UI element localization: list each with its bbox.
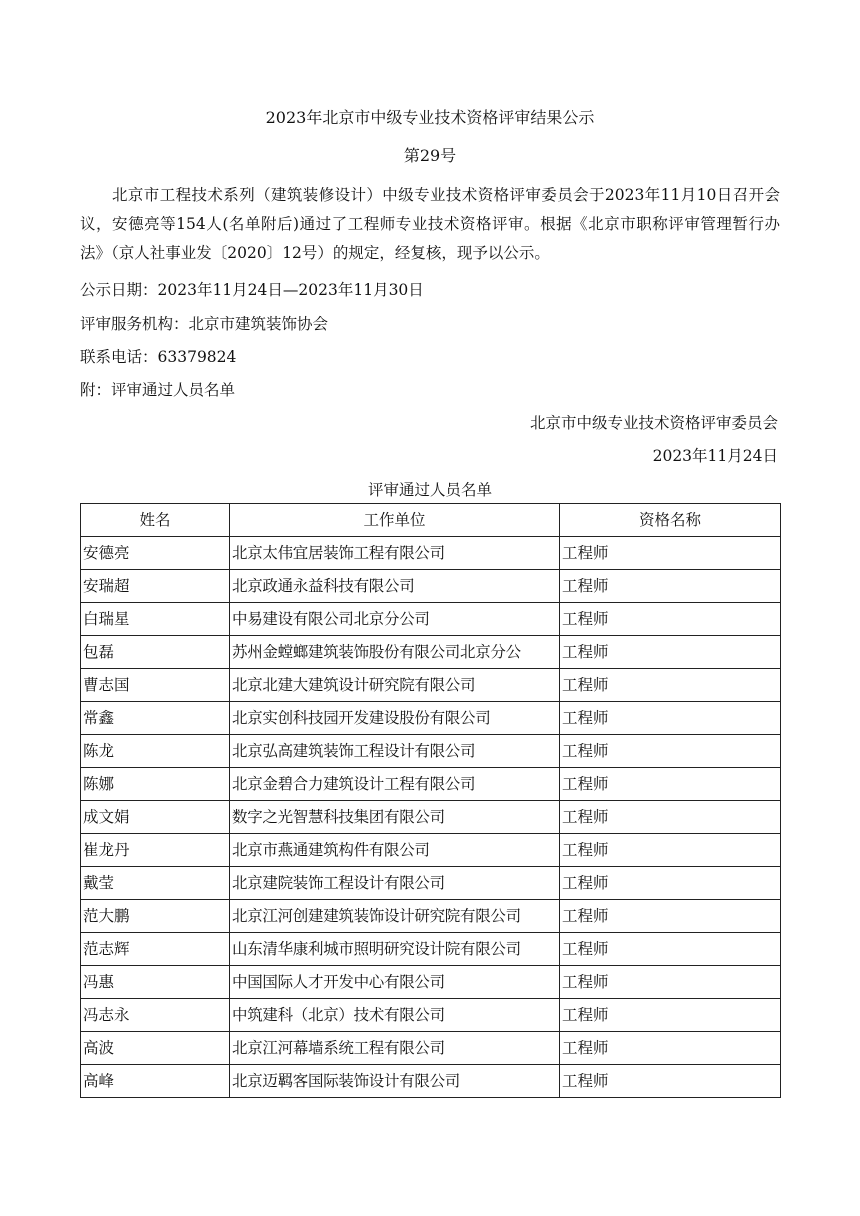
cell-employer: 苏州金螳螂建筑装饰股份有限公司北京分公 [230,636,560,669]
cell-employer: 北京江河创建建筑装饰设计研究院有限公司 [230,900,560,933]
table-row [81,999,781,1032]
table-row [81,933,781,966]
cell-qualification: 工程师 [560,570,781,603]
header-employer: 工作单位 [230,504,560,537]
table-caption: 评审通过人员名单 [367,481,492,499]
roster-table [80,503,781,1098]
table-row [81,702,781,735]
cell-employer: 北京北建大建筑设计研究院有限公司 [230,669,560,702]
table-row [81,801,781,834]
table-row [81,603,781,636]
table-row [81,900,781,933]
cell-qualification: 工程师 [560,933,781,966]
issue-number: 第29号 [403,146,457,165]
cell-name: 陈龙 [81,735,230,768]
body-paragraph: 北京市工程技术系列（建筑装修设计）中级专业技术资格评审委员会于2023年11月10日召开会议，安德亮等154人(名单附后)通过了工程师专业技术资格评审。根据《北京市职称评审管理暂行办法》（京人社事业发〔2020〕12号）的规定，经复核，现予以公示。 [80,186,780,262]
table-row [81,1065,781,1098]
cell-name: 范大鹏 [81,900,230,933]
cell-name: 高峰 [81,1065,230,1098]
cell-name: 冯志永 [81,999,230,1032]
cell-qualification: 工程师 [560,867,781,900]
cell-qualification: 工程师 [560,669,781,702]
cell-name: 安瑞超 [81,570,230,603]
table-row [81,768,781,801]
cell-employer: 中易建设有限公司北京分公司 [230,603,560,636]
cell-employer: 中筑建科（北京）技术有限公司 [230,999,560,1032]
cell-employer: 北京弘高建筑装饰工程设计有限公司 [230,735,560,768]
cell-name: 范志辉 [81,933,230,966]
table-row [81,966,781,999]
cell-name: 包磊 [81,636,230,669]
committee-signature: 北京市中级专业技术资格评审委员会 [529,414,778,432]
cell-qualification: 工程师 [560,801,781,834]
cell-qualification: 工程师 [560,900,781,933]
cell-qualification: 工程师 [560,768,781,801]
cell-name: 高波 [81,1032,230,1065]
cell-name: 崔龙丹 [81,834,230,867]
table-row [81,537,781,570]
table-row [81,1032,781,1065]
table-header-row [81,504,781,537]
header-name: 姓名 [81,504,230,537]
cell-name: 安德亮 [81,537,230,570]
cell-qualification: 工程师 [560,1032,781,1065]
table-row [81,636,781,669]
cell-employer: 北京政通永益科技有限公司 [230,570,560,603]
cell-employer: 数字之光智慧科技集团有限公司 [230,801,560,834]
cell-employer: 北京迈羁客国际装饰设计有限公司 [230,1065,560,1098]
cell-employer: 北京太伟宜居装饰工程有限公司 [230,537,560,570]
header-qualification: 资格名称 [560,504,781,537]
cell-employer: 北京建院装饰工程设计有限公司 [230,867,560,900]
table-row [81,669,781,702]
cell-qualification: 工程师 [560,999,781,1032]
cell-qualification: 工程师 [560,834,781,867]
cell-name: 戴莹 [81,867,230,900]
table-row [81,735,781,768]
cell-name: 成文娟 [81,801,230,834]
cell-qualification: 工程师 [560,966,781,999]
cell-qualification: 工程师 [560,735,781,768]
cell-employer: 北京实创科技园开发建设股份有限公司 [230,702,560,735]
cell-qualification: 工程师 [560,537,781,570]
cell-name: 曹志国 [81,669,230,702]
cell-name: 常鑫 [81,702,230,735]
document-title: 2023年北京市中级专业技术资格评审结果公示 [265,108,595,127]
publicity-period: 公示日期：2023年11月24日—2023年11月30日 [80,281,424,299]
contact-phone: 联系电话：63379824 [80,348,237,366]
signature-date: 2023年11月24日 [652,447,778,465]
cell-employer: 北京金碧合力建筑设计工程有限公司 [230,768,560,801]
table-row [81,867,781,900]
cell-qualification: 工程师 [560,636,781,669]
cell-name: 陈娜 [81,768,230,801]
table-row [81,834,781,867]
table-row [81,570,781,603]
cell-employer: 北京市燕通建筑构件有限公司 [230,834,560,867]
attachment-note: 附：评审通过人员名单 [80,381,236,399]
cell-qualification: 工程师 [560,603,781,636]
cell-name: 白瑞星 [81,603,230,636]
cell-name: 冯惠 [81,966,230,999]
cell-employer: 山东清华康利城市照明研究设计院有限公司 [230,933,560,966]
cell-employer: 北京江河幕墙系统工程有限公司 [230,1032,560,1065]
service-organization: 评审服务机构：北京市建筑装饰协会 [80,315,329,333]
cell-qualification: 工程师 [560,702,781,735]
cell-employer: 中国国际人才开发中心有限公司 [230,966,560,999]
cell-qualification: 工程师 [560,1065,781,1098]
